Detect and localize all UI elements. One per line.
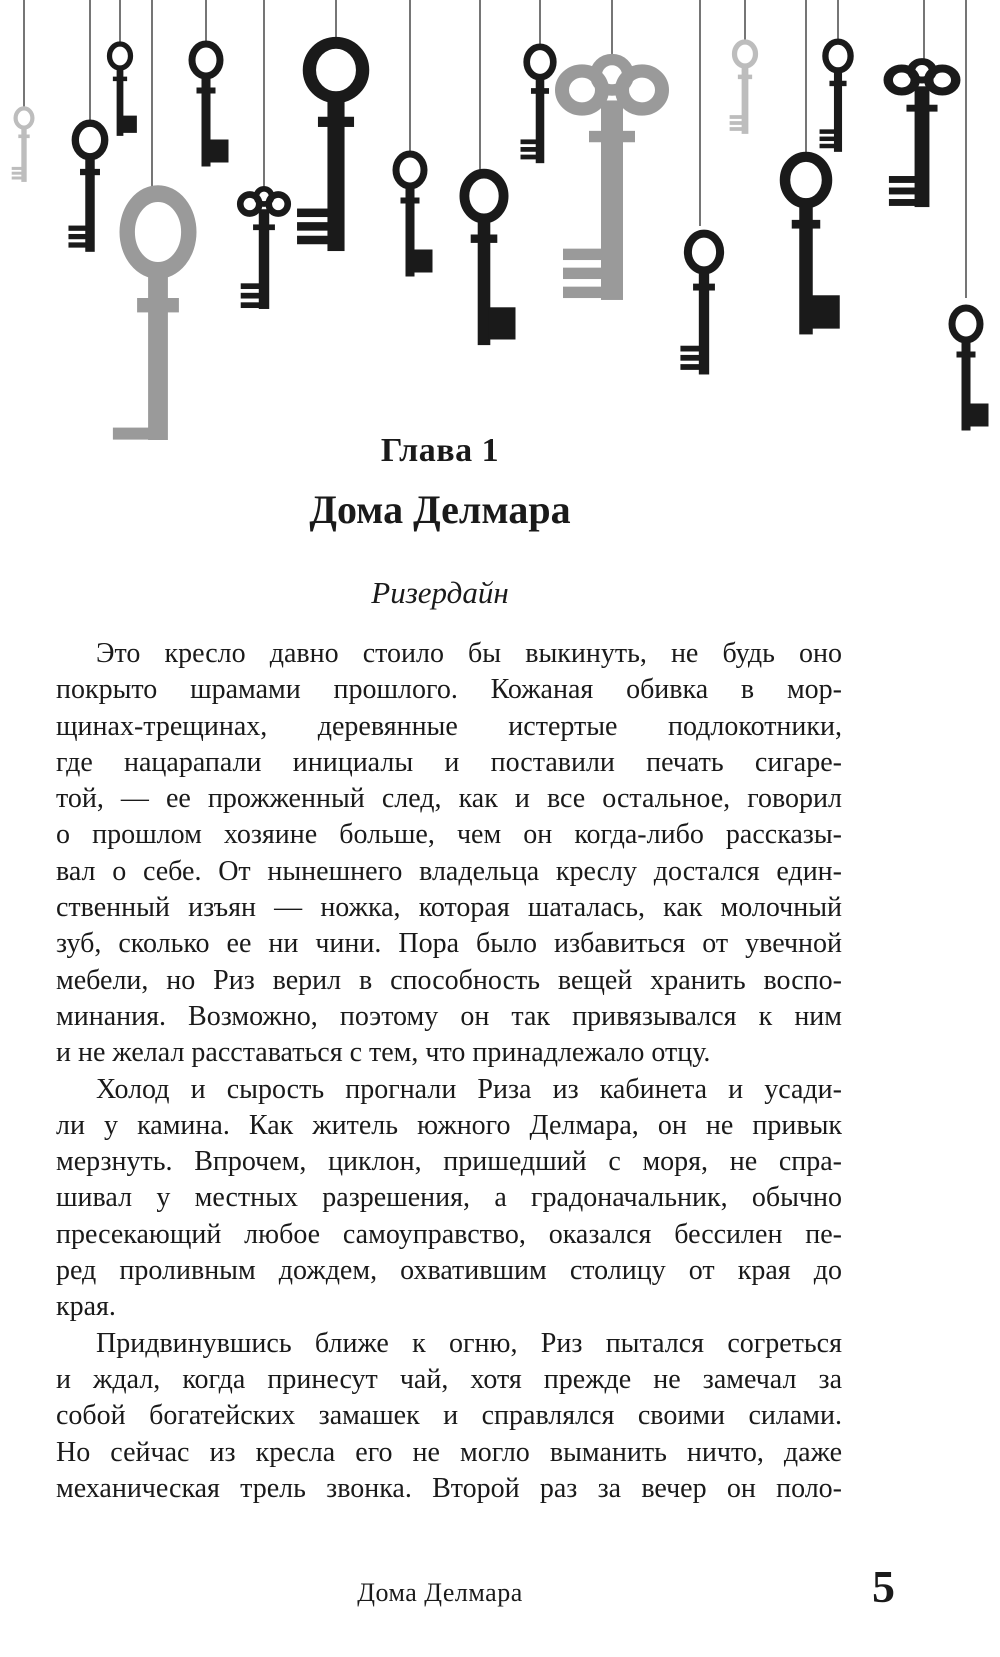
text-line: механическая трель звонка. Второй раз за вечер он поло-: [56, 1472, 842, 1504]
chapter-title: Дома Делмара: [309, 487, 571, 532]
text-line: где нацарапали инициалы и поставили печать сигаре-: [56, 746, 842, 778]
text-line: Это кресло давно стоило бы выкинуть, не будь оно: [96, 638, 842, 669]
text-line: мебели, но Риз верил в способность вещей хранить воспо-: [56, 964, 842, 996]
text-line: и ждал, когда принесут чай, хотя прежде не замечал за: [56, 1363, 842, 1395]
page-number: 5: [872, 1561, 895, 1612]
text-line: собой богатейских замашек и справлялся своими силами.: [56, 1400, 842, 1432]
text-line: минания. Возможно, поэтому он так привязывался к ним: [56, 1000, 842, 1032]
text-line: Холод и сырость прогнали Риза из кабинета и усади-: [96, 1073, 842, 1105]
text-line: о прошлом хозяине больше, чем он когда-либо рассказы-: [56, 819, 842, 851]
text-line: Придвинувшись ближе к огню, Риз пытался согреться: [96, 1327, 842, 1359]
hanging-keys-icon: [0, 0, 1000, 440]
text-line: пресекающий любое самоуправство, оказался бессилен пе-: [56, 1218, 842, 1250]
text-line: щинах-трещинах, деревянные истертые подлокотники,: [56, 710, 842, 742]
text-line: шивал у местных разрешения, а градоначальник, обычно: [56, 1182, 842, 1214]
text-line: покрыто шрамами прошлого. Кожаная обивка в мор-: [56, 674, 842, 706]
text-line: Но сейчас из кресла его не могло выманить ничто, даже: [56, 1436, 842, 1468]
text-line: ли у камина. Как житель южного Делмара, он не привык: [56, 1109, 842, 1141]
text-line: мерзнуть. Впрочем, циклон, пришедший с моря, не спра-: [56, 1146, 842, 1178]
text-line: той, — ее прожженный след, как и все остальное, говорил: [56, 783, 842, 815]
chapter-body-text: [56, 636, 842, 1507]
running-footer: Дома Делмара: [357, 1578, 523, 1607]
text-line: края.: [56, 1291, 116, 1323]
text-line: и не желал расставаться с тем, что принадлежало отцу.: [56, 1037, 711, 1069]
text-line: зуб, сколько ее ни чини. Пора было избавиться от увечной: [56, 928, 842, 960]
text-line: ред проливным дождем, охватившим столицу от края до: [56, 1255, 842, 1287]
chapter-number: Глава 1: [380, 432, 500, 469]
section-title: Ризердайн: [371, 575, 509, 610]
text-line: вал о себе. От нынешнего владельца креслу достался един-: [56, 855, 842, 887]
text-line: ственный изъян — ножка, которая шаталась, как молочный: [56, 892, 842, 924]
